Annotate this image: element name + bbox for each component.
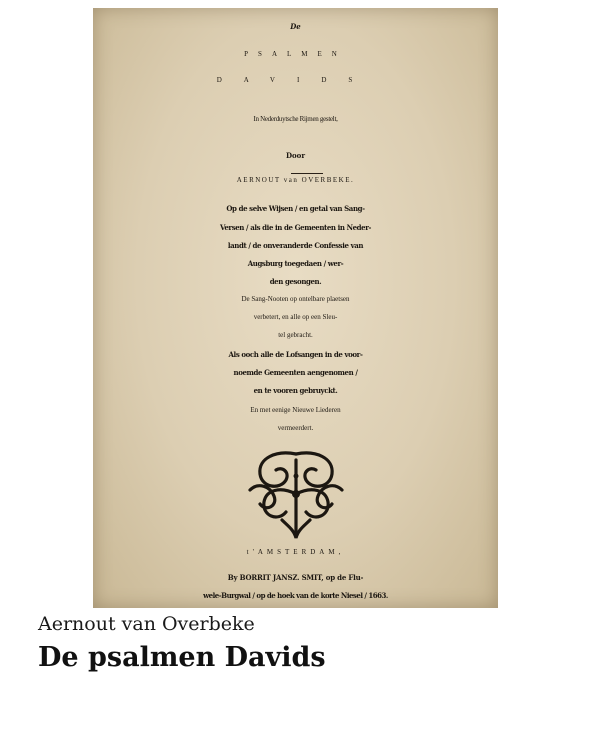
title-text-line: en te vooren gebruyckt. (253, 386, 338, 395)
imprint-line: By BORRIT JANSZ. SMIT, op de Flu- (227, 573, 364, 582)
title-rule (291, 173, 323, 174)
title-text-line: verbetert, en alle op een Sleu- (253, 313, 338, 321)
title-text-line: den gesongen. (269, 277, 322, 286)
title-text-line: Als ooch alle de Lofsangen in de voor- (228, 350, 363, 359)
title-de: De (290, 22, 301, 31)
title-text-line: En met eenige Nieuwe Liederen (250, 406, 341, 414)
imprint-city: t'AMSTERDAM, (246, 548, 345, 556)
printers-ornament-icon (236, 446, 356, 541)
title-davids: DAVIDS (216, 76, 375, 84)
caption-author: Aernout van Overbeke (38, 613, 255, 635)
title-text-line: landt / de onveranderde Confessie van (227, 241, 364, 250)
title-text-line: noemde Gemeenten aengenomen / (233, 368, 358, 377)
caption-title: De psalmen Davids (38, 642, 326, 673)
title-text-line: tel gebracht. (278, 331, 313, 339)
title-page-scan (93, 8, 498, 608)
imprint-line: wele-Burgwal / op de hoek van de korte Niesel / 1663. (203, 591, 388, 600)
title-text-line: Versen / als die in de Gemeenten in Neder- (219, 223, 372, 232)
title-author: AERNOUT van OVERBEKE. (236, 176, 355, 184)
title-text-line: De Sang-Nooten op ontelbare plaetsen (241, 295, 350, 303)
title-text-line: Op de selve Wijsen / en getal van Sang- (226, 204, 365, 213)
title-subtitle: In Nederduytsche Rijmen gestelt, (253, 115, 338, 123)
title-door: Door (285, 151, 306, 160)
title-psalmen: PSALMEN (244, 50, 347, 58)
title-text-line: vermeerdert. (277, 424, 314, 432)
title-text-line: Augsburg toegedaen / wer- (247, 259, 344, 268)
